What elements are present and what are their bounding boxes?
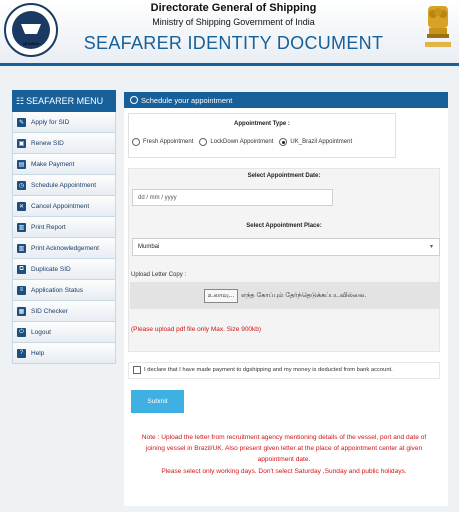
note-line-1: Note : Upload the letter from recruitment agency mentioning details of the vessel, port and date of xyxy=(141,434,427,441)
sidebar-item-apply-sid[interactable]: ✎ Apply for SID xyxy=(12,112,116,133)
header-title: Directorate General of Shipping xyxy=(150,2,317,14)
sidebar-item-sid-checker[interactable]: ▦ SID Checker xyxy=(12,301,116,322)
close-icon: ✕ xyxy=(18,203,25,210)
sidebar-item-help[interactable]: ? Help xyxy=(12,343,116,364)
note-line-4: Please select only working days. Don't select Saturday ,Sunday and public holidays. xyxy=(161,468,407,475)
place-label: Select Appointment Place: xyxy=(246,223,322,229)
power-icon: ⏻ xyxy=(17,328,26,337)
declaration-checkbox[interactable] xyxy=(133,366,141,374)
sidebar-item-cancel-appointment[interactable]: ✕ Cancel Appointment xyxy=(12,196,116,217)
sidebar-item-schedule-appointment[interactable]: ◷ Schedule Appointment xyxy=(12,175,116,196)
sidebar xyxy=(12,90,116,364)
appointment-type-options xyxy=(132,138,352,146)
appointment-type-label: Appointment Type : xyxy=(234,121,290,127)
declaration-text: I declare that I have made payment to dgshipping and my money is deducted from bank account. xyxy=(144,367,393,373)
copy-icon: ⧉ xyxy=(17,265,26,274)
page-title: SEAFARER IDENTITY DOCUMENT xyxy=(83,33,384,53)
menu-icon: ☷ xyxy=(16,95,25,106)
radio-uk-brazil-appointment[interactable]: UK_Brazil Appointment xyxy=(279,138,352,146)
help-icon: ? xyxy=(17,349,26,358)
clock-icon: ◷ xyxy=(18,182,25,189)
note-line-3: appointment date. xyxy=(257,456,311,463)
upload-label: Upload Letter Copy : xyxy=(131,272,187,278)
edit-icon: ✎ xyxy=(18,119,25,126)
appointment-place-select[interactable]: Mumbai ▾ xyxy=(132,238,440,256)
chevron-down-icon: ▾ xyxy=(429,244,433,250)
sidebar-item-renew-sid[interactable]: ▣ Renew SID xyxy=(12,133,116,154)
sidebar-item-print-acknowledgement[interactable]: ▥ Print Acknowledgement xyxy=(12,238,116,259)
save-icon: ▣ xyxy=(18,140,25,147)
sidebar-item-make-payment[interactable]: ▤ Make Payment xyxy=(12,154,116,175)
radio-fresh-appointment[interactable]: Fresh Appointment xyxy=(132,138,193,146)
sidebar-item-print-report[interactable]: ▥ Print Report xyxy=(12,217,116,238)
sidebar-item-logout[interactable]: ⏻ Logout xyxy=(12,322,116,343)
submit-button[interactable]: Submit xyxy=(131,390,184,413)
print-icon: ▥ xyxy=(18,245,25,252)
menu-header: ☷ SEAFARER MENU xyxy=(12,90,116,112)
sidebar-item-application-status[interactable]: ≡ Application Status xyxy=(12,280,116,301)
sidebar-item-duplicate-sid[interactable]: ⧉ Duplicate SID xyxy=(12,259,116,280)
upload-size-note: (Please upload pdf file only Max. Size 900kb) xyxy=(131,326,262,333)
appointment-date-input[interactable]: dd / mm / yyyy xyxy=(132,189,333,206)
radio-lockdown-appointment[interactable]: LockDown Appointment xyxy=(199,138,273,146)
print-icon: ▥ xyxy=(18,224,25,231)
browse-button[interactable]: உலாவு... xyxy=(204,289,238,303)
national-emblem-icon xyxy=(423,4,453,52)
list-icon: ≡ xyxy=(17,286,26,295)
file-upload-control xyxy=(130,282,440,309)
header-subtitle: Ministry of Shipping Government of India xyxy=(152,17,315,27)
site-header xyxy=(0,0,459,66)
clock-icon xyxy=(130,96,138,104)
appointment-type-box xyxy=(128,113,396,158)
date-label: Select Appointment Date: xyxy=(247,173,321,179)
checker-icon: ▦ xyxy=(18,308,25,315)
note-line-2: joining vessel in Brazil/UK. Also present given letter at the place of appointment center at given xyxy=(145,445,423,452)
dgs-logo: MUMBAI xyxy=(4,3,58,57)
upload-status-text: எந்த கோப்பும் தேர்ந்தெடுக்கப்படவில்லை. xyxy=(241,291,367,299)
panel-header: Schedule your appointment xyxy=(124,92,448,108)
document-icon: ▤ xyxy=(18,161,25,168)
